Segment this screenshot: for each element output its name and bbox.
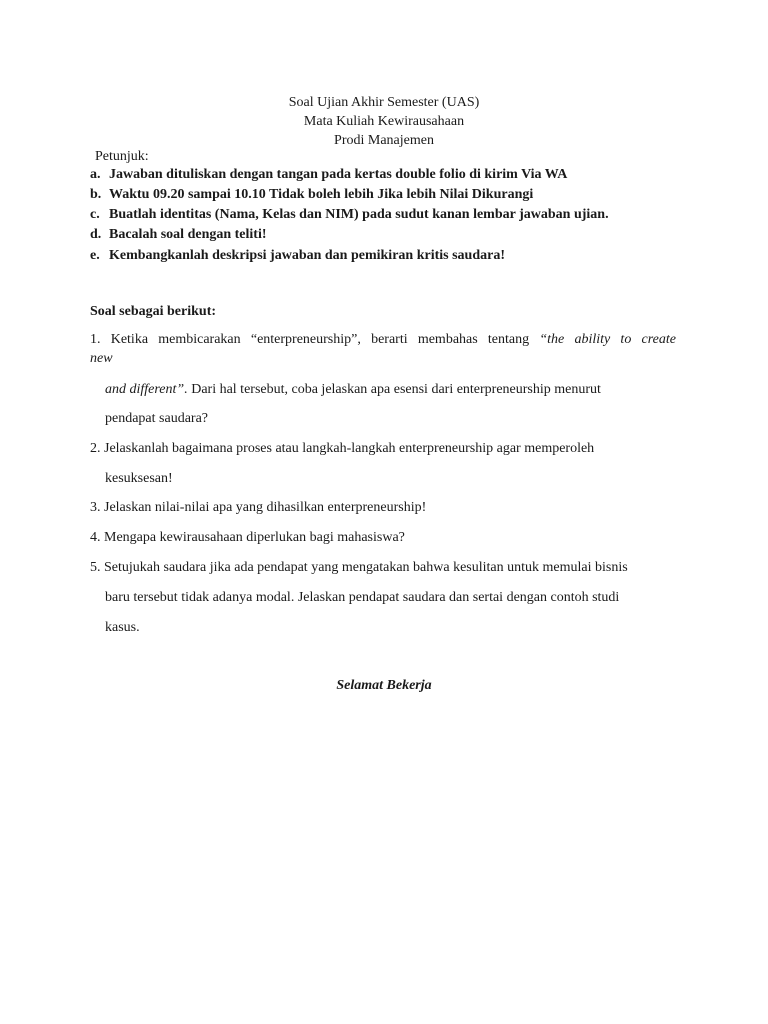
instruction-letter: c. — [90, 207, 100, 222]
instruction-text: Kembangkanlah deskripsi jawaban dan pemikiran kritis saudara! — [109, 248, 505, 263]
question-5-line-2: baru tersebut tidak adanya modal. Jelaskan pendapat saudara dan sertai dengan contoh studi — [105, 590, 620, 605]
question-3-line-1: 3. Jelaskan nilai-nilai apa yang dihasilkan enterpreneurship! — [90, 500, 427, 515]
question-1-quote-continued: new — [90, 351, 113, 366]
question-1-text: 1. Ketika membicarakan “enterpreneurship”, berarti membahas tentang — [90, 332, 540, 347]
instruction-letter: e. — [90, 248, 100, 263]
instruction-text: Bacalah soal dengan teliti! — [109, 227, 267, 242]
instruction-text: Buatlah identitas (Nama, Kelas dan NIM) pada sudut kanan lembar jawaban ujian. — [109, 207, 609, 222]
question-2-line-1: 2. Jelaskanlah bagaimana proses atau langkah-langkah enterpreneurship agar memperoleh — [90, 441, 595, 456]
question-1-text-2: Dari hal tersebut, coba jelaskan apa esensi dari enterpreneurship menurut — [187, 382, 601, 397]
instruction-item-a — [90, 166, 690, 184]
question-1-line-1 — [90, 331, 676, 349]
question-4-line-1: 4. Mengapa kewirausahaan diperlukan bagi mahasiswa? — [90, 530, 405, 545]
instruction-letter: b. — [90, 187, 102, 202]
instruction-item-d — [90, 226, 690, 244]
header-course: Mata Kuliah Kewirausahaan — [303, 114, 465, 129]
question-5-line-1: 5. Setujukah saudara jika ada pendapat yang mengatakan bahwa kesulitan untuk memulai bisnis — [90, 560, 628, 575]
instruction-letter: a. — [90, 167, 101, 182]
instruction-item-b — [90, 186, 690, 204]
header-title: Soal Ujian Akhir Semester (UAS) — [288, 95, 480, 110]
question-1-quote-end: and different”. — [105, 382, 188, 397]
instruction-text: Waktu 09.20 sampai 10.10 Tidak boleh lebih Jika lebih Nilai Dikurangi — [109, 187, 534, 202]
instruction-letter: d. — [90, 227, 102, 242]
instructions-label: Petunjuk: — [95, 149, 149, 164]
question-1-quote: “the ability to create — [539, 332, 677, 347]
header-program: Prodi Manajemen — [334, 133, 434, 148]
question-1-line-3: pendapat saudara? — [105, 411, 208, 426]
question-1-line-2 — [105, 381, 601, 399]
instruction-text: Jawaban dituliskan dengan tangan pada kertas double folio di kirim Via WA — [109, 167, 568, 182]
question-2-line-2: kesuksesan! — [105, 471, 173, 486]
instruction-item-e — [90, 247, 690, 265]
instruction-item-c — [90, 206, 690, 224]
questions-title: Soal sebagai berikut: — [90, 304, 217, 319]
closing-text: Selamat Bekerja — [336, 678, 432, 693]
document-header — [0, 93, 768, 150]
question-5-line-3: kasus. — [105, 620, 140, 635]
